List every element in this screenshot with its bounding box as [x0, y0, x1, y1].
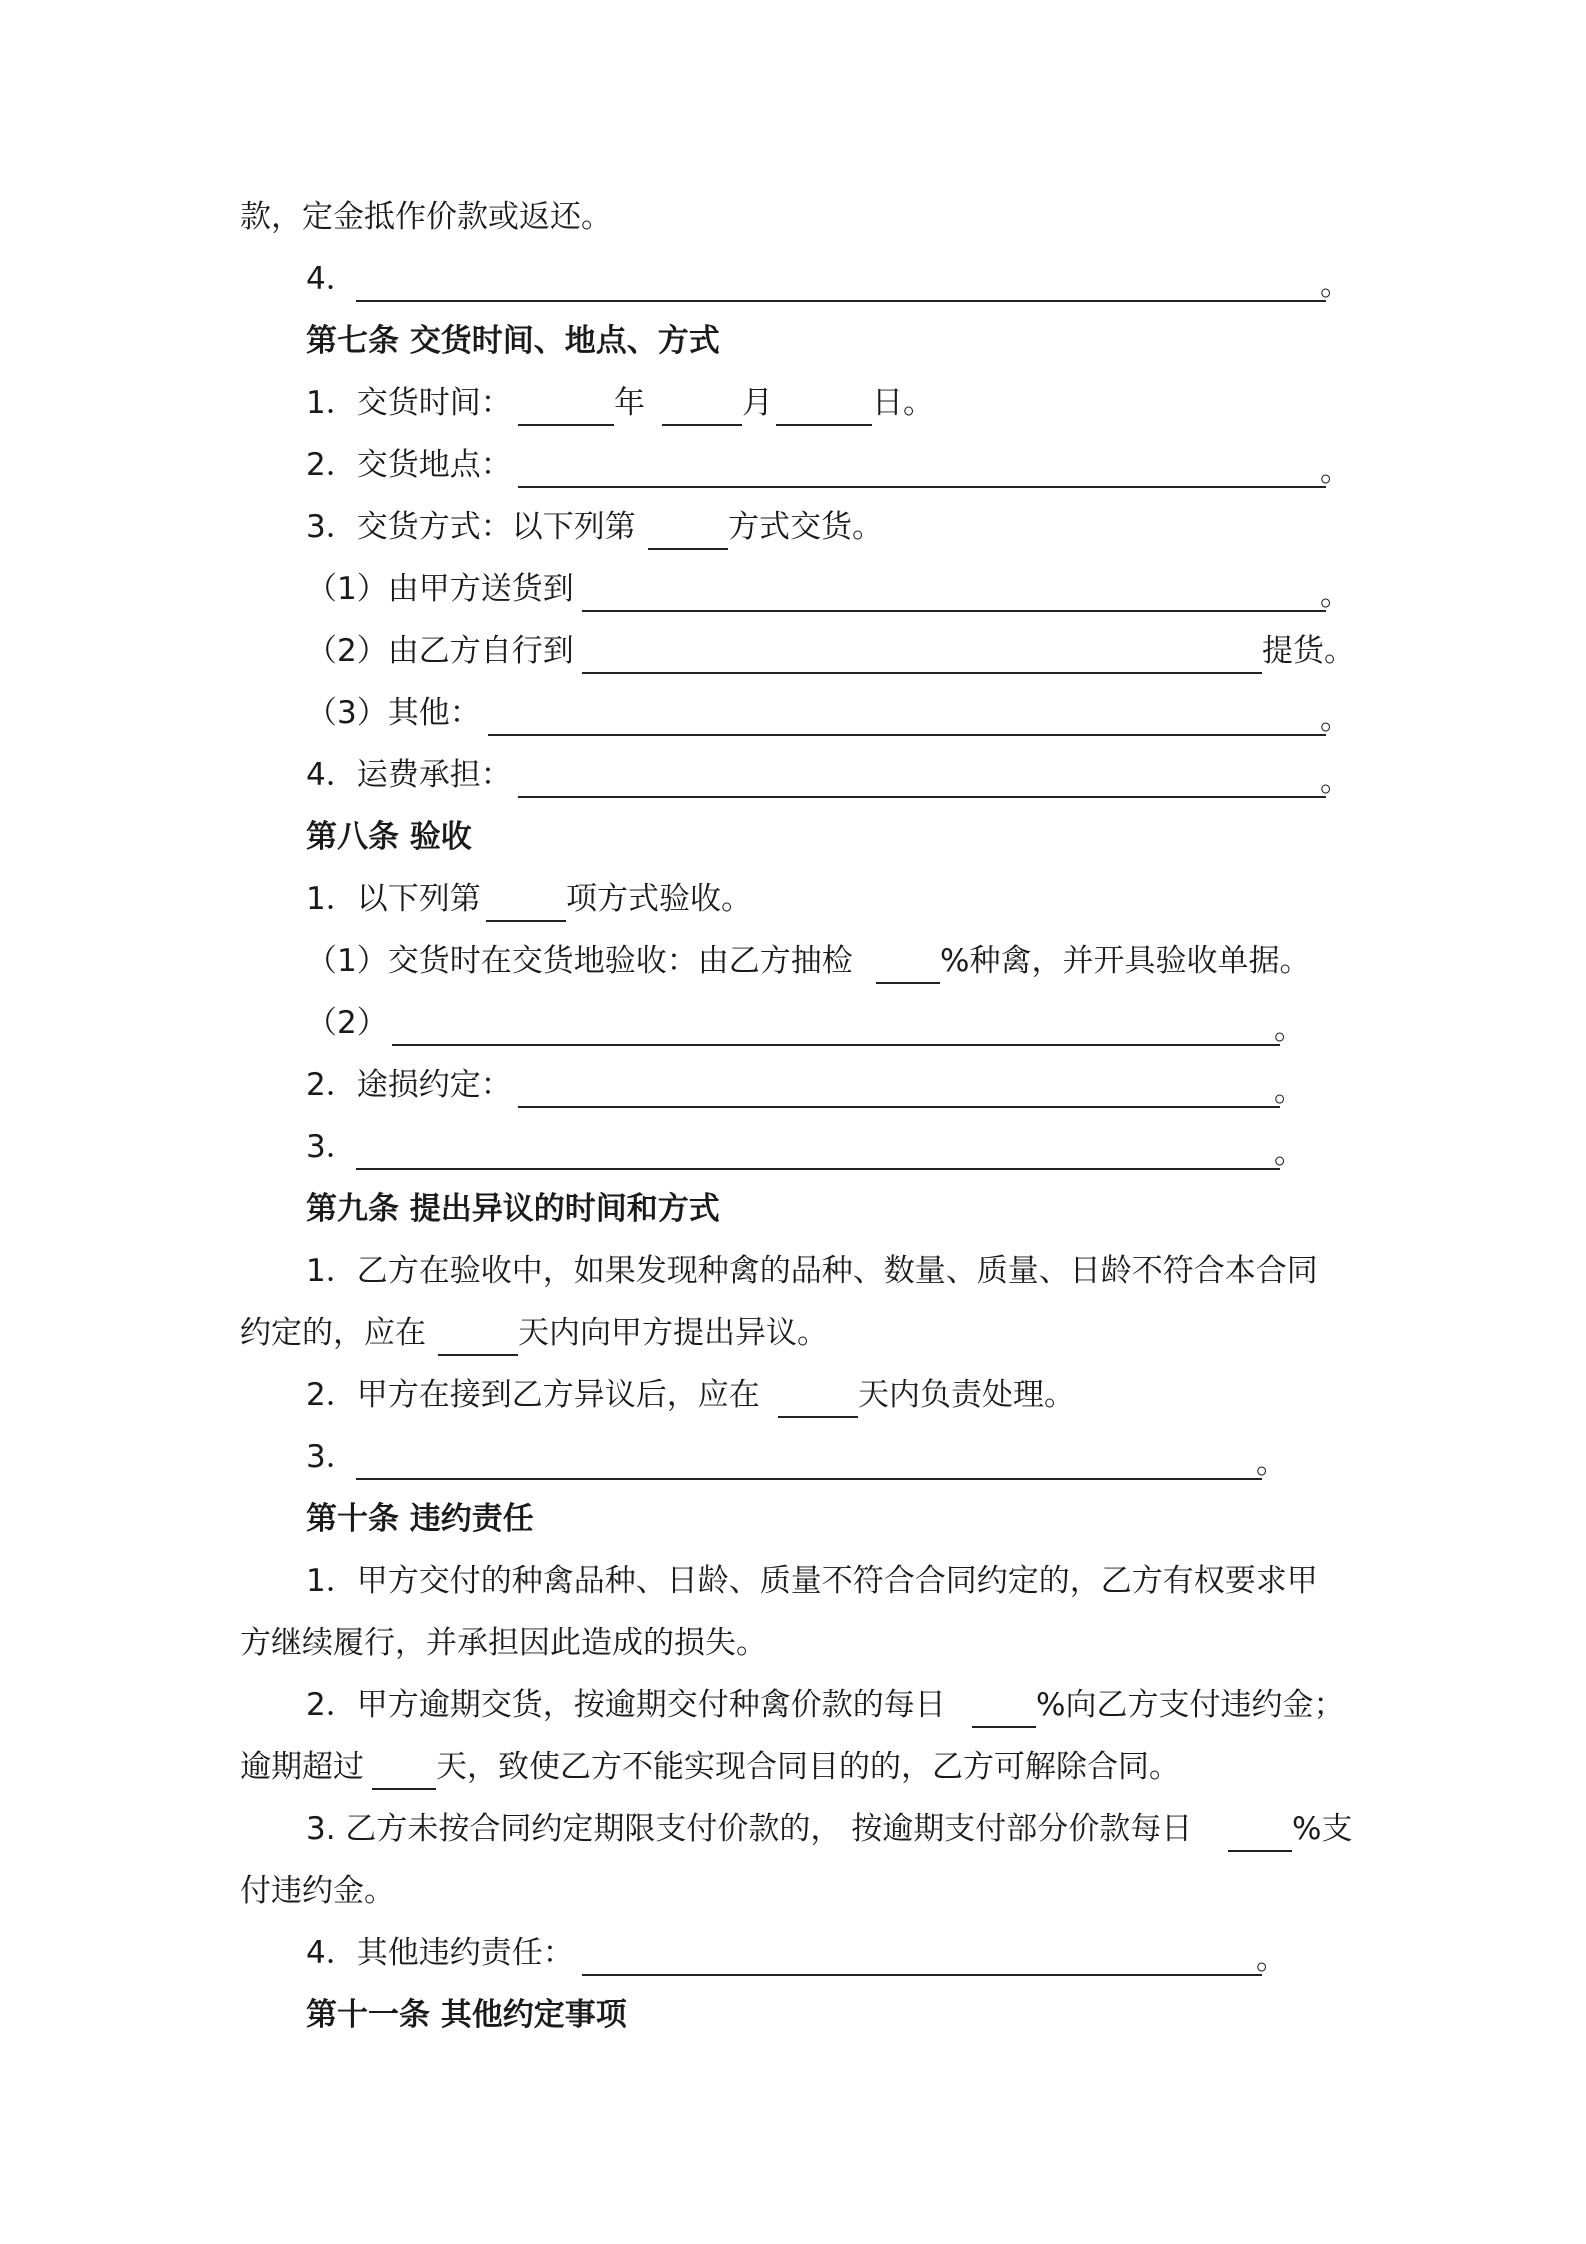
item-label: 3．交货方式：以下列第: [306, 509, 636, 545]
section-heading: 第八条 验收: [306, 819, 472, 855]
item-label: 4．其他违约责任：: [306, 1935, 574, 1971]
fill-in-blank[interactable]: [582, 610, 1326, 612]
days-blank[interactable]: [438, 1354, 518, 1356]
year-blank[interactable]: [518, 424, 614, 426]
item-label: 2．交货地点：: [306, 447, 512, 483]
paragraph-text: 付违约金。: [240, 1873, 395, 1909]
punctuation: 。: [1274, 1135, 1305, 1171]
item-text: %种禽，并开具验收单据。: [940, 943, 1311, 979]
item-label: 1．交货时间：: [306, 385, 512, 421]
item-label: （1）交货时在交货地验收：由乙方抽检: [306, 943, 853, 979]
item-label: 2．途损约定：: [306, 1067, 512, 1103]
fill-in-blank[interactable]: [518, 1106, 1280, 1108]
item-label: （1）由甲方送货到: [306, 571, 574, 607]
day-blank[interactable]: [776, 424, 872, 426]
paragraph-text: 天内负责处理。: [858, 1377, 1075, 1413]
paragraph-text: %支: [1292, 1811, 1353, 1847]
item-number: 4．: [306, 261, 357, 297]
percent-blank[interactable]: [972, 1726, 1036, 1728]
punctuation: 。: [1256, 1445, 1287, 1481]
punctuation: 。: [1256, 1941, 1287, 1977]
month-label: 月: [742, 385, 773, 421]
fill-in-blank[interactable]: [648, 548, 728, 550]
freight-blank[interactable]: [518, 796, 1326, 798]
delivery-location-blank[interactable]: [518, 486, 1326, 488]
paragraph-text: 1．甲方交付的种禽品种、日龄、质量不符合合同约定的，乙方有权要求甲: [306, 1563, 1318, 1599]
item-label: 1．以下列第: [306, 881, 481, 917]
fill-in-blank[interactable]: [356, 1478, 1262, 1480]
days-blank[interactable]: [778, 1416, 858, 1418]
paragraph-text: 2．甲方在接到乙方异议后，应在: [306, 1377, 760, 1413]
punctuation: 。: [1320, 267, 1351, 303]
paragraph-text: 方继续履行，并承担因此造成的损失。: [240, 1625, 767, 1661]
paragraph-text: %向乙方支付违约金；: [1036, 1687, 1345, 1723]
paragraph-text: 天内向甲方提出异议。: [518, 1315, 828, 1351]
paragraph-text: 3. 乙方未按合同约定期限支付价款的， 按逾期支付部分价款每日: [306, 1811, 1193, 1847]
item-label: （2）: [306, 1005, 388, 1041]
item-label: 4．运费承担：: [306, 757, 512, 793]
punctuation: 。: [1274, 1011, 1305, 1047]
paragraph-text: 款，定金抵作价款或返还。: [240, 199, 612, 235]
year-label: 年: [614, 385, 645, 421]
punctuation: 。: [1274, 1073, 1305, 1109]
item-label: （3）其他：: [306, 695, 481, 731]
fill-in-blank[interactable]: [486, 920, 566, 922]
paragraph-text: 天，致使乙方不能实现合同目的的，乙方可解除合同。: [436, 1749, 1180, 1785]
punctuation: 。: [1320, 763, 1351, 799]
paragraph-text: 约定的，应在: [240, 1315, 426, 1351]
paragraph-text: 2．甲方逾期交货，按逾期交付种禽价款的每日: [306, 1687, 946, 1723]
item-number: 3．: [306, 1439, 357, 1475]
fill-in-blank[interactable]: [392, 1044, 1280, 1046]
section-heading: 第九条 提出异议的时间和方式: [306, 1191, 720, 1227]
fill-in-blank[interactable]: [356, 300, 1326, 302]
item-number: 3．: [306, 1129, 357, 1165]
fill-in-blank[interactable]: [488, 734, 1326, 736]
percent-blank[interactable]: [876, 982, 940, 984]
percent-blank[interactable]: [1228, 1850, 1292, 1852]
item-text: 项方式验收。: [566, 881, 752, 917]
item-text: 方式交货。: [728, 509, 883, 545]
fill-in-blank[interactable]: [582, 1974, 1262, 1976]
punctuation: 。: [1320, 453, 1351, 489]
punctuation: 。: [1320, 701, 1351, 737]
item-label: （2）由乙方自行到: [306, 633, 574, 669]
paragraph-text: 1．乙方在验收中，如果发现种禽的品种、数量、质量、日龄不符合本合同: [306, 1253, 1318, 1289]
paragraph-text: 逾期超过: [240, 1749, 364, 1785]
punctuation: 。: [1320, 577, 1351, 613]
days-blank[interactable]: [372, 1788, 436, 1790]
month-blank[interactable]: [662, 424, 742, 426]
fill-in-blank[interactable]: [582, 672, 1262, 674]
item-text: 提货。: [1262, 633, 1355, 669]
section-heading: 第七条 交货时间、地点、方式: [306, 323, 720, 359]
day-label: 日。: [872, 385, 934, 421]
fill-in-blank[interactable]: [356, 1168, 1280, 1170]
section-heading: 第十一条 其他约定事项: [306, 1997, 627, 2033]
section-heading: 第十条 违约责任: [306, 1501, 534, 1537]
